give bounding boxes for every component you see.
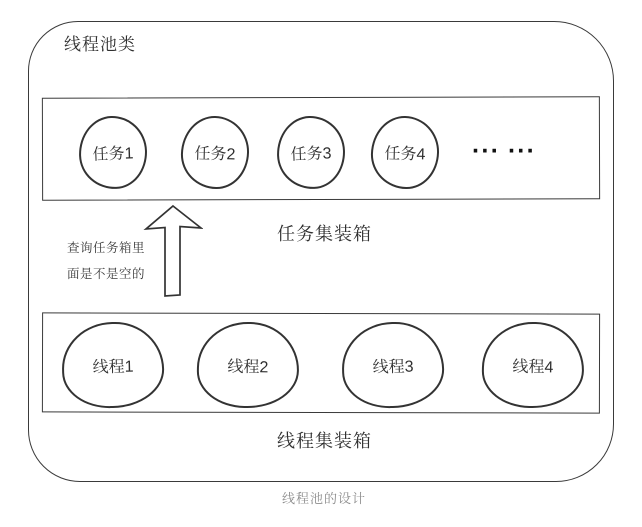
task-node-3-label: 任务3 (290, 145, 332, 164)
thread-node-3-label: 线程3 (372, 358, 414, 376)
thread-container-label: 线程集装箱 (277, 431, 372, 451)
task-node-4-label: 任务4 (384, 145, 426, 164)
task-node-2-label: 任务2 (194, 145, 236, 164)
thread-node-2-label: 线程2 (227, 358, 269, 376)
thread-pool-class-title: 线程池类 (64, 35, 136, 54)
thread-node-4-label: 线程4 (512, 358, 554, 376)
arrow-note-line1: 查询任务箱里 (67, 241, 146, 255)
more-tasks-ellipsis: ··· ··· (472, 136, 536, 165)
task-container-label: 任务集装箱 (277, 224, 372, 244)
task-node-1-label: 任务1 (92, 145, 134, 164)
thread-node-1-label: 线程1 (92, 358, 134, 376)
diagram-caption: 线程池的设计 (282, 491, 367, 506)
arrow-note-text (67, 235, 157, 287)
arrow-note-line2: 面是不是空的 (67, 267, 146, 281)
